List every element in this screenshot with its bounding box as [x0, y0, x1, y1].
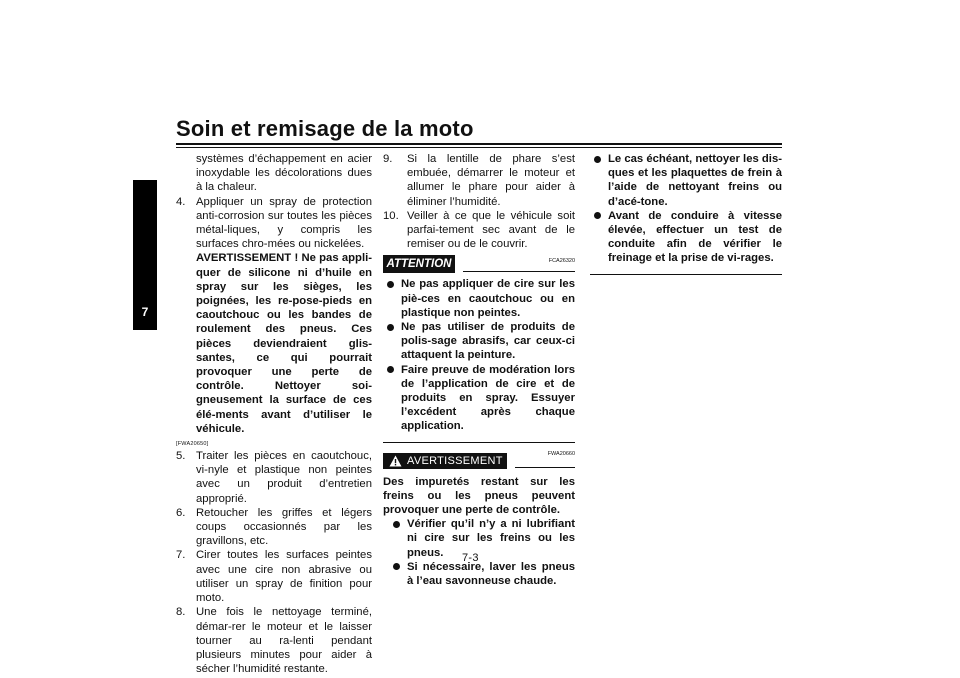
item-number: 4.	[176, 195, 186, 208]
list-item-4	[176, 195, 372, 436]
title-rule	[176, 143, 782, 145]
item-text: Appliquer un spray de protection anti-corrosion sur toutes les pièces métal-liques, y compris les surfaces chro-mées ou nickelées.	[196, 195, 372, 251]
bullet-icon	[393, 563, 400, 570]
list-item	[176, 152, 372, 195]
bullet-icon	[387, 281, 394, 288]
list-item-5: 5. Traiter les pièces en caoutchouc, vi-nyle et plastique non peintes avec un produit d’entretien approprié.	[176, 450, 372, 505]
avertissement-rule	[515, 467, 575, 468]
warning-code: [FWA20650]	[176, 441, 209, 448]
column-3	[590, 152, 782, 279]
bullet-icon	[594, 212, 601, 219]
bullet-icon	[594, 156, 601, 163]
list-item-9: 9. Si la lentille de phare s’est embuée, démarrer le moteur et allumer le phare pour aider à éliminer l’humidité.	[383, 153, 575, 208]
list-item-10: 10. Veiller à ce que le véhicule soit parfai-tement sec avant de le remiser ou de le couvrir.	[383, 209, 575, 251]
attention-header	[383, 255, 575, 277]
avertissement-label: AVERTISSEMENT	[407, 454, 503, 467]
bullet-icon	[387, 324, 394, 331]
attention-bullet: Ne pas utiliser de produits de polis-sage abrasifs, car ceux-ci attaquent la peinture.	[383, 320, 575, 363]
bullet-icon	[393, 521, 400, 528]
title-rule-thin	[176, 147, 782, 148]
warning-triangle-icon	[389, 455, 402, 467]
bullet-icon	[387, 366, 394, 373]
avertissement-code: FWA20660	[547, 450, 575, 457]
avertissement-text: Des impuretés restant sur les freins ou les pneus peuvent provoquer une perte de contrôle.	[383, 475, 575, 517]
intro-text: systèmes d’échappement en acier inoxydable les décolorations dues à la chaleur.	[196, 153, 372, 194]
column3-end-rule	[590, 274, 782, 275]
column3-bullet: Avant de conduire à vitesse élevée, effectuer un test de conduite afin de vérifier le freinage et la prise de vi-rages.	[590, 209, 782, 266]
attention-badge: ATTENTION	[383, 255, 455, 273]
avertissement-bullet: Vérifier qu’il n’y a ni lubrifiant ni cire sur les freins ou les pneus.	[389, 517, 575, 560]
list-item-7: 7. Cirer toutes les surfaces peintes avec une cire non abrasive ou utiliser un spray de finition pour moto.	[176, 549, 372, 605]
chapter-number: 7	[141, 305, 149, 319]
attention-bullet: Ne pas appliquer de cire sur les piè-ces en caoutchouc ou en plastique non peintes.	[383, 277, 575, 320]
attention-rule	[463, 271, 575, 272]
page-title: Soin et remisage de la moto	[176, 116, 474, 141]
avertissement-badge	[383, 453, 507, 469]
avertissement-header	[383, 450, 575, 475]
column-1	[176, 152, 372, 676]
list-item-8: 8. Une fois le nettoyage terminé, démar-rer le moteur et le laisser tourner au ra-lenti pendant plusieurs minutes pour aider à sécher l’humidité restante.	[176, 606, 372, 676]
chapter-tab	[133, 180, 157, 330]
column3-bullet: Le cas échéant, nettoyer les dis-ques et les plaquettes de frein à l’aide de nettoyant freins ou d’acé-tone.	[590, 152, 782, 209]
attention-code: FCA26320	[548, 258, 575, 265]
page-number: 7-3	[462, 552, 479, 564]
column-2	[383, 152, 575, 588]
inline-warning: AVERTISSEMENT ! Ne pas appli-quer de silicone ni d’huile en spray sur les sièges, les poignées, les re-pose-pieds en caoutchouc ou les bandes de roulement des pneus. Ces pièces deviendraient glis-santes, ce qui pourrait provoquer une perte de contrôle. Nettoyer soi-gneusement la surface de ces élé-ments avant d’utiliser le véhicule.	[196, 252, 372, 435]
list-item-6: 6. Retoucher les griffes et légers coups occasionnés par les gravillons, etc.	[176, 506, 372, 548]
attention-bullet: Faire preuve de modération lors de l’application de cire et de produits en spray. Essuyer l’excédent après chaque application.	[383, 363, 575, 434]
attention-end-rule	[383, 442, 575, 443]
avertissement-bullet: Si nécessaire, laver les pneus à l’eau savonneuse chaude.	[389, 560, 575, 588]
